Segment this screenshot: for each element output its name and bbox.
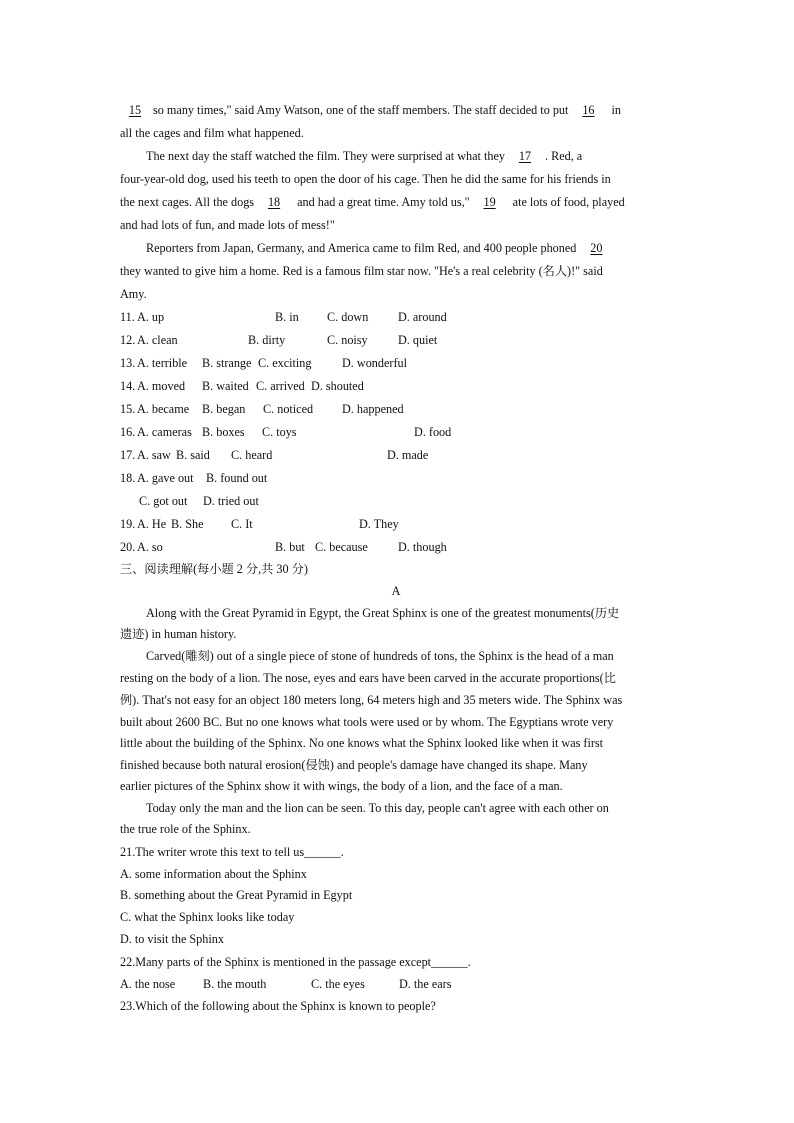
passage-line: Along with the Great Pyramid in Egypt, the Great Sphinx is one of the greatest monuments(历史 [146,606,620,620]
question-stem: 21.The writer wrote this text to tell us______. [120,845,344,859]
passage-line: little about the building of the Sphinx. No one knows what the Sphinx looked like when it was first [120,736,604,750]
question-option: A. some information about the Sphinx [120,867,307,881]
passage-line: resting on the body of a lion. The nose, eyes and ears have been carved in the accurate proportions(比 [120,671,616,685]
cloze-line: The next day the staff watched the film. They were surprised at what they 17 . Red, a [146,149,583,163]
section-heading: 三、阅读理解(每小题 2 分,共 30 分) [120,562,308,576]
blank-17: 17 [518,149,532,163]
blank-20: 20 [590,241,603,255]
cloze-line: four-year-old dog, used his teeth to open the door of his cage. Then he did the same for his friends in [120,172,611,186]
passage-line: built about 2600 BC. But no one knows what tools were used or by whom. The Egyptians wrote very [120,715,614,729]
exam-page: 15 so many times," said Amy Watson, one of the staff members. The staff decided to put 16 in all the cages and film what happened. The next day the staff watched the film. They were surprised at what they 17 . Red, a four-year-old dog, used his teeth to open the door of his cage. Then he did the same for his friends in the next cages. All the dogs 18 and had a great time. Amy told us," 19 ate lots of food, played and had lots of fun, and made lots of mess!" Reporters from Japan, Germany, and America came to film Red, and 400 people phoned 20 they wanted to give him a home. Red is a famous film star now. "He's a real celebrity (名人)!" said Amy. 11. A. up B. in C. down D. around 12. A. clean B. dirty C. noisy D. quiet 13. A. terrible B. strange C. exciting D. wonderful 14. A. moved B. waited C. arrived D. shouted 15. A. became B. began C. noticed D. happened 16. A. cameras B. boxes C. toys D. food 17. A. saw B. said C. heard D. made 18. A. gave out B. found out C. got out D. tried out 19. A. He B. She C. It D. They 20. A. so B. but C. because D. though 三、阅读理解(每小题 2 分,共 30 分) A Along with the Great Pyramid in Egypt, the Great Sphinx is one of the greatest monuments(历史 遗迹) in human history. Carved(雕刻) out of a single piece of stone of hundreds of tons, the Sphinx is the head of a man resting on the body of a lion. The nose, eyes and ears have been carved in the accurate proportions(比 例). That's not easy for an object 180 meters long, 64 meters high and 35 meters wide. The Sphinx was built about 2600 BC. But no one knows what tools were used or by whom. The Egyptians wrote very little about the building of the Sphinx. No one knows what the Sphinx looked like when it was first finished because both natural erosion(侵蚀) and people's damage have changed its shape. Many earlier pictures of the Sphinx show it with wings, the body of a lion, and the face of a man. Today only the man and the lion can be seen. To this day, people can't agree with each other on the true role of the Sphinx. 21.The writer wrote this text to tell us______. A. some information about the Sphinx B. something about the Great Pyramid in Egypt C. what the Sphinx looks like today D. to visit the Sphinx 22.Many parts of the Sphinx is mentioned in the passage except______. A. the nose B. the mouth C. the eyes D. the ears 23.Which of the following about the Sphinx is known to people? [0,0,794,1123]
blank-19: 19 [483,195,496,209]
cloze-line: they wanted to give him a home. Red is a famous film star now. "He's a real celebrity (名人)!" said [120,264,603,278]
passage-line: earlier pictures of the Sphinx show it with wings, the body of a lion, and the face of a man. [120,779,563,793]
question-stem: 23.Which of the following about the Sphinx is known to people? [120,999,436,1013]
passage-line: Today only the man and the lion can be seen. To this day, people can't agree with each other on [146,801,609,815]
question-stem: 22.Many parts of the Sphinx is mentioned in the passage except______. [120,955,471,969]
cloze-line: the next cages. All the dogs 18 and had a great time. Amy told us," 19 ate lots of food, played [120,195,625,209]
passage-line: the true role of the Sphinx. [120,822,251,836]
blank-18: 18 [267,195,281,209]
cloze-line: 15 so many times," said Amy Watson, one of the staff members. The staff decided to put 16 in [120,102,672,118]
cloze-line: and had lots of fun, and made lots of mess!" [120,218,335,232]
question-option: C. what the Sphinx looks like today [120,910,295,924]
passage-line: Carved(雕刻) out of a single piece of stone of hundreds of tons, the Sphinx is the head of a man [146,649,614,663]
passage-letter: A [391,584,401,598]
cloze-line: all the cages and film what happened. [120,126,304,140]
blank-15: 15 [128,103,142,117]
passage-line: 遗迹) in human history. [120,627,237,641]
cloze-line: Amy. [120,287,147,301]
passage-line: finished because both natural erosion(侵蚀) and people's damage have changed its shape. Many [120,758,588,772]
cloze-line: Reporters from Japan, Germany, and America came to film Red, and 400 people phoned 20 [146,240,672,256]
question-option: D. to visit the Sphinx [120,932,224,946]
question-option: B. something about the Great Pyramid in Egypt [120,888,353,902]
blank-16: 16 [582,103,595,117]
passage-line: 例). That's not easy for an object 180 meters long, 64 meters high and 35 meters wide. The Sphinx was [120,693,623,707]
